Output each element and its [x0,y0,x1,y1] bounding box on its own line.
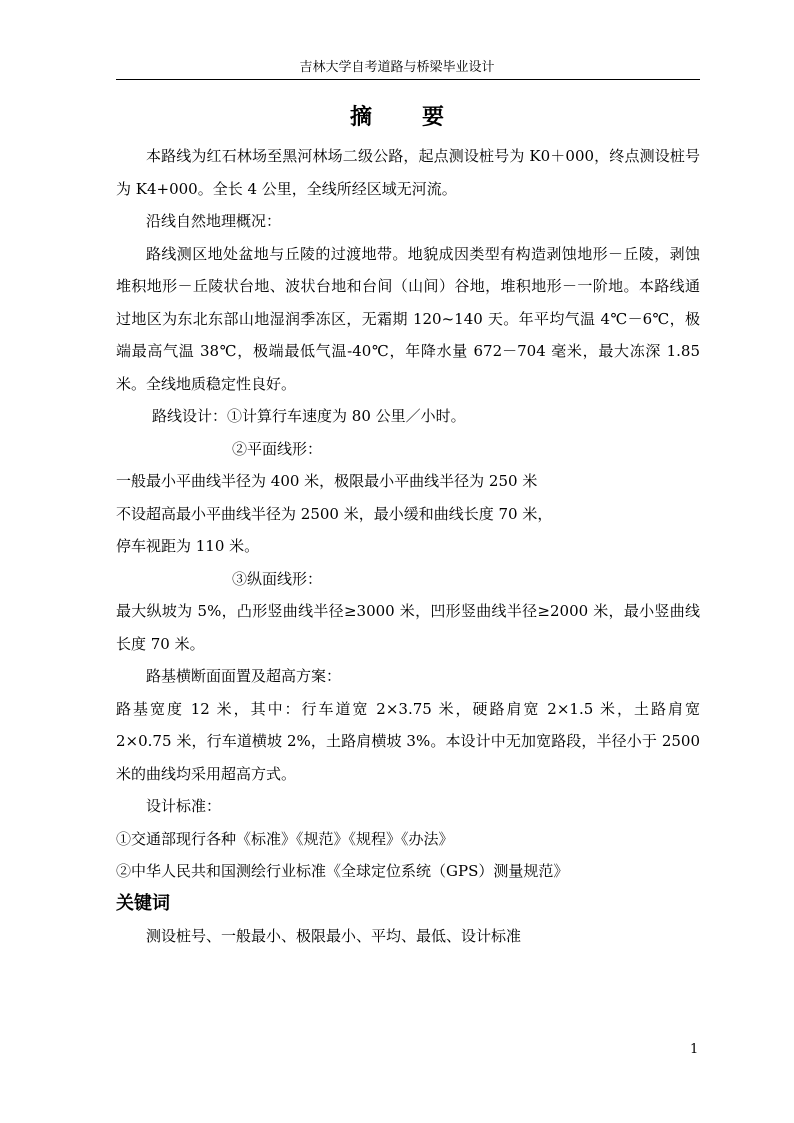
paragraph-plane-alignment-heading: ②平面线形： [232,439,323,458]
paragraph-no-superelevation: 不设超高最小平曲线半径为 2500 米，最小缓和曲线长度 70 米， [116,504,553,523]
keywords-text: 测设桩号、一般最小、极限最小、平均、最低、设计标准 [146,927,522,945]
paragraph-stopping-distance: 停车视距为 110 米。 [116,537,260,555]
keywords-title: 关键词 [116,892,170,914]
page-number: 1 [690,1042,699,1057]
paragraph-route-overview: 本路线为红石林场至黑河林场二级公路，起点测设桩号为 K0＋000，终点测设桩号为 K4+000。全长 4 公里，全线所经区域无河流。 [116,147,700,198]
paragraph-route-design: 路线设计：①计算行车速度为 80 公里／小时。 [152,407,466,425]
abstract-title [0,100,794,131]
abstract-title-char-2: 要 [422,104,445,130]
paragraph-plane-radius: 一般最小平曲线半径为 400 米，极限最小平曲线半径为 250 米 [116,472,538,490]
paragraph-standards-heading: 设计标准： [146,797,222,815]
paragraph-vertical-alignment: 最大纵坡为 5%，凸形竖曲线半径≥3000 米，凹形竖曲线半径≥2000 米，最小竖曲线长度 70 米。 [116,602,700,653]
abstract-body [116,140,700,953]
paragraph-standard-2: ②中华人民共和国测绘行业标准《全球定位系统（GPS）测量规范》 [116,862,569,880]
paragraph-cross-section-heading: 路基横断面面置及超高方案： [146,667,342,685]
paragraph-vertical-alignment-heading: ③纵面线形： [232,569,323,588]
page-header: 吉林大学自考道路与桥梁毕业设计 [299,60,495,75]
abstract-title-char-1: 摘 [349,104,372,130]
paragraph-geography: 路线测区地处盆地与丘陵的过渡地带。地貌成因类型有构造剥蚀地形－丘陵，剥蚀堆积地形－丘陵状台地、波状台地和台间（山间）谷地，堆积地形－一阶地。本路线通过地区为东北东部山地湿润季冻区，无霜期 120~140 天。年平均气温 4℃－6℃，极端最高气温 38℃，极端最低气温-40℃，年降水量 672－704 毫米，最大冻深 1.85 米。全线地质稳定性良好。 [116,244,700,393]
paragraph-geography-heading: 沿线自然地理概况： [146,212,282,230]
header-divider [116,79,700,80]
paragraph-standard-1: ①交通部现行各种《标准》《规范》《规程》《办法》 [116,829,454,848]
paragraph-cross-section: 路基宽度 12 米，其中：行车道宽 2×3.75 米，硬路肩宽 2×1.5 米，土路肩宽 2×0.75 米，行车道横坡 2%，土路肩横坡 3%。本设计中无加宽路段，半径小于 2500 米的曲线均采用超高方式。 [116,699,700,783]
